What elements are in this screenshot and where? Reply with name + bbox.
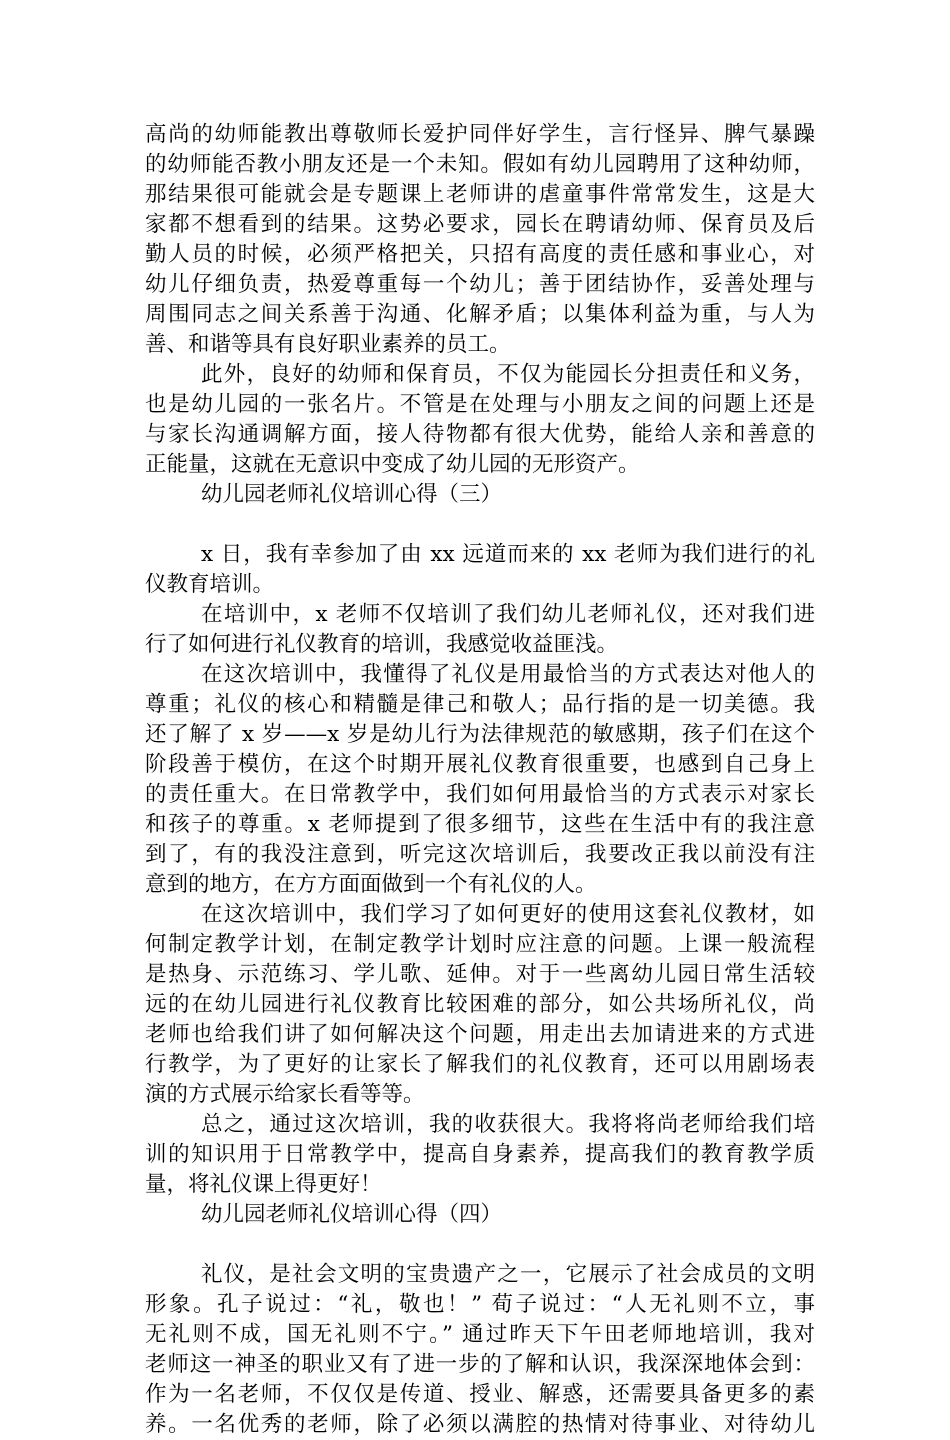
paragraph-line: 与家长沟通调解方面，接人待物都有很大优势，能给人亲和善意的	[145, 422, 815, 447]
paragraph-line: 量，将礼仪课上得更好！	[145, 1172, 382, 1197]
paragraph-line: 养。一名优秀的老师，除了必须以满腔的热情对待事业、对待幼儿	[145, 1412, 815, 1437]
paragraph-line: 到了，有的我没注意到，听完这次培训后，我要改正我以前没有注	[145, 842, 815, 867]
paragraph-line: 意到的地方，在方方面面做到一个有礼仪的人。	[145, 872, 597, 897]
paragraph-line: 此外，良好的幼师和保育员，不仅为能园长分担责任和义务，	[201, 362, 815, 387]
paragraph-line: 仪教育培训。	[145, 572, 275, 597]
paragraph-line: 演的方式展示给家长看等等。	[145, 1082, 425, 1107]
paragraph-line: 何制定教学计划，在制定教学计划时应注意的问题。上课一般流程	[145, 932, 815, 957]
paragraph-line: 老师也给我们讲了如何解决这个问题，用走出去加请进来的方式进	[145, 1022, 815, 1047]
paragraph-line: 幼儿仔细负责，热爱尊重每一个幼儿；善于团结协作，妥善处理与	[145, 272, 815, 297]
paragraph-line: 家都不想看到的结果。这势必要求，园长在聘请幼师、保育员及后	[145, 212, 815, 237]
paragraph-line: 在这次培训中，我懂得了礼仪是用最恰当的方式表达对他人的	[201, 662, 815, 687]
paragraph-line: 也是幼儿园的一张名片。不管是在处理与小朋友之间的问题上还是	[145, 392, 815, 417]
paragraph-line: 尊重；礼仪的核心和精髓是律己和敬人；品行指的是一切美德。我	[145, 692, 815, 717]
paragraph-line: 行了如何进行礼仪教育的培训，我感觉收益匪浅。	[145, 632, 619, 657]
paragraph-line: 周围同志之间关系善于沟通、化解矛盾；以集体利益为重，与人为	[145, 302, 815, 327]
paragraph-line: 的幼师能否教小朋友还是一个未知。假如有幼儿园聘用了这种幼师，	[145, 152, 815, 177]
paragraph-line: 在这次培训中，我们学习了如何更好的使用这套礼仪教材，如	[201, 902, 815, 927]
paragraph-line: 是热身、示范练习、学儿歌、延伸。对于一些离幼儿园日常生活较	[145, 962, 815, 987]
paragraph-line: 老师这一神圣的职业又有了进一步的了解和认识，我深深地体会到：	[145, 1352, 815, 1377]
paragraph-line: 勤人员的时候，必须严格把关，只招有高度的责任感和事业心，对	[145, 242, 815, 267]
paragraph-line: 还了解了 x 岁——x 岁是幼儿行为法律规范的敏感期，孩子们在这个	[145, 722, 815, 747]
paragraph-line: 和孩子的尊重。x 老师提到了很多细节，这些在生活中有的我注意	[145, 812, 815, 837]
paragraph-line: 高尚的幼师能教出尊敬师长爱护同伴好学生，言行怪异、脾气暴躁	[145, 122, 815, 147]
paragraph-line: 正能量，这就在无意识中变成了幼儿园的无形资产。	[145, 452, 640, 477]
paragraph-line: 在培训中，x 老师不仅培训了我们幼儿老师礼仪，还对我们进	[201, 602, 815, 627]
paragraph-line: 善、和谐等具有良好职业素养的员工。	[145, 332, 511, 357]
paragraph-line: 无礼则不成，国无礼则不宁。” 通过昨天下午田老师地培训，我对	[145, 1322, 815, 1347]
paragraph-line: 阶段善于模仿，在这个时期开展礼仪教育很重要，也感到自己身上	[145, 752, 815, 777]
paragraph-line: 作为一名老师，不仅仅是传道、授业、解惑，还需要具备更多的素	[145, 1382, 815, 1407]
paragraph-line: x 日，我有幸参加了由 xx 远道而来的 xx 老师为我们进行的礼	[201, 542, 815, 567]
paragraph-line: 训的知识用于日常教学中，提高自身素养，提高我们的教育教学质	[145, 1142, 815, 1167]
paragraph-line: 总之，通过这次培训，我的收获很大。我将将尚老师给我们培	[201, 1112, 815, 1137]
paragraph-line: 远的在幼儿园进行礼仪教育比较困难的部分，如公共场所礼仪，尚	[145, 992, 815, 1017]
blank-line	[145, 510, 815, 540]
section-heading: 幼儿园老师礼仪培训心得（四）	[201, 1202, 503, 1227]
blank-line	[145, 1230, 815, 1260]
paragraph-line: 的责任重大。在日常教学中，我们如何用最恰当的方式表示对家长	[145, 782, 815, 807]
paragraph-line: 那结果很可能就会是专题课上老师讲的虐童事件常常发生，这是大	[145, 182, 815, 207]
paragraph-line: 形象。孔子说过：“礼，敬也！” 荀子说过：“人无礼则不立，事	[145, 1292, 815, 1317]
paragraph-line: 行教学，为了更好的让家长了解我们的礼仪教育，还可以用剧场表	[145, 1052, 815, 1077]
paragraph-line: 礼仪，是社会文明的宝贵遗产之一，它展示了社会成员的文明	[201, 1262, 815, 1287]
document-body	[145, 120, 815, 1440]
section-heading: 幼儿园老师礼仪培训心得（三）	[201, 482, 503, 507]
